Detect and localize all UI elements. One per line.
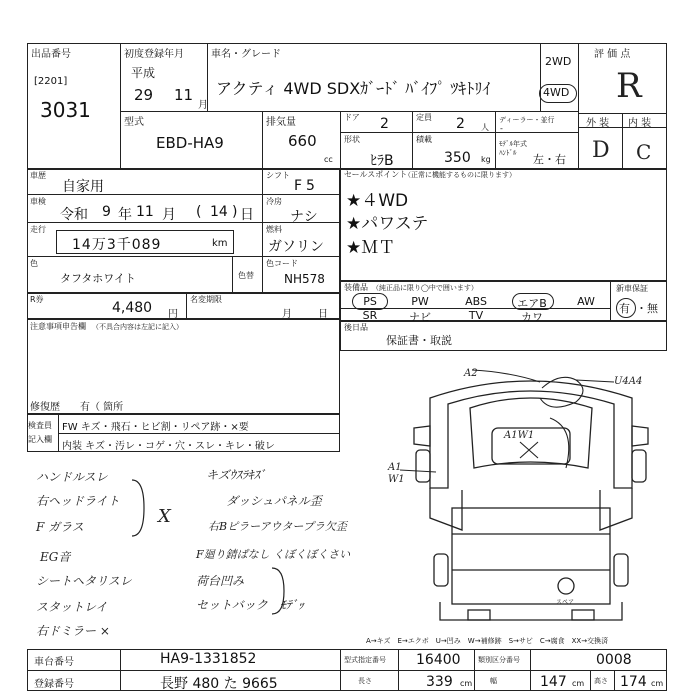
shape-label: 形状 bbox=[344, 135, 360, 144]
color-label: 色 bbox=[30, 259, 38, 268]
fuel-value: ガソリン bbox=[268, 239, 324, 255]
sales-item-2: ★パワステ bbox=[346, 214, 429, 234]
length-label: 長さ bbox=[358, 677, 372, 685]
usage-label: 車歴 bbox=[30, 171, 46, 180]
recycle-frame bbox=[27, 293, 340, 319]
score-value: R bbox=[616, 66, 642, 106]
shift-label: シフト bbox=[266, 171, 290, 180]
diagram-label-u4a4: U4A4 bbox=[614, 376, 643, 387]
height-label: 高さ bbox=[594, 677, 608, 685]
divider bbox=[262, 169, 263, 293]
mileage-label: 走行 bbox=[30, 225, 46, 234]
renew-label: 名変期限 bbox=[190, 295, 222, 304]
color-change-label: 色替 bbox=[238, 271, 254, 280]
divider bbox=[495, 111, 496, 169]
width-label: 幅 bbox=[490, 677, 497, 685]
sales-label: セールスポイント bbox=[344, 170, 408, 179]
inspection-year: 9 bbox=[102, 204, 111, 220]
inspector-row-2: 内装 キズ・汚レ・コゲ・穴・スレ・キレ・破レ bbox=[62, 441, 275, 452]
renew-month-unit: 月 bbox=[282, 309, 292, 320]
diagram-label-w1: W1 bbox=[388, 474, 405, 485]
equipment-note: （純正品に限り◯中で囲います） bbox=[372, 284, 478, 292]
era: 平成 bbox=[131, 66, 156, 80]
door-label: ドア bbox=[344, 113, 360, 122]
sales-note: （正常に機能するものに限ります） bbox=[404, 171, 516, 179]
recycle-label: R券 bbox=[30, 295, 44, 304]
doors: 2 bbox=[380, 116, 389, 132]
hand-note: F廻り錆ぱなし くぼくぼくさい bbox=[196, 548, 351, 561]
renew-day-unit: 日 bbox=[318, 309, 328, 320]
handle-label: ﾓﾃﾞﾙ年式 ﾊﾝﾄﾞﾙ bbox=[499, 140, 527, 157]
first-reg-label: 初度登録年月 bbox=[124, 49, 184, 60]
load-label: 積載 bbox=[416, 135, 432, 144]
color-code: NH578 bbox=[284, 272, 325, 286]
divider bbox=[398, 649, 399, 691]
hand-note: スタットレイ bbox=[36, 600, 108, 614]
divider bbox=[540, 43, 541, 111]
divider bbox=[120, 649, 121, 691]
accessories-value: 保証書・取説 bbox=[386, 334, 452, 347]
displacement-label: 排気量 bbox=[266, 117, 296, 128]
equip-sr: SR bbox=[362, 309, 378, 322]
divider bbox=[530, 649, 531, 691]
equip-airbag-circle bbox=[512, 293, 554, 310]
type-cert-label: 型式指定番号 bbox=[344, 656, 386, 664]
warranty-none: ・無 bbox=[636, 302, 658, 315]
load: 350 bbox=[444, 150, 471, 166]
new-warranty-label: 新車保証 bbox=[616, 284, 648, 293]
hand-x-mark: X bbox=[158, 506, 171, 527]
equip-ps: PS bbox=[363, 295, 377, 308]
divider bbox=[614, 670, 615, 691]
lot-label: 出品番号 bbox=[31, 49, 71, 60]
color-value: タフタホワイト bbox=[60, 272, 136, 285]
hand-bracket bbox=[270, 566, 290, 616]
divider bbox=[340, 111, 341, 169]
notes-note: （不具合内容は左記に記入） bbox=[92, 323, 183, 331]
repair-label: 修復歴 bbox=[30, 402, 60, 413]
divider bbox=[412, 111, 413, 169]
interior-label: 内 装 bbox=[628, 118, 652, 129]
width-value: 147 bbox=[540, 674, 567, 690]
notes-frame bbox=[27, 319, 340, 414]
sales-item-3: ★ＭＴ bbox=[346, 238, 396, 258]
divider bbox=[27, 256, 340, 257]
equip-aw: AW bbox=[577, 295, 595, 308]
hand-note: ハンドルスレ bbox=[36, 470, 108, 484]
dealer-label: ディーラー・並行 bbox=[499, 116, 555, 124]
class-label: 類別区分番号 bbox=[478, 656, 520, 664]
drive-4wd: 4WD bbox=[543, 86, 570, 99]
car-name-label: 車名・グレード bbox=[211, 49, 281, 60]
hand-note: EG音 bbox=[40, 550, 71, 564]
diagram-label-a2: A2 bbox=[464, 368, 478, 379]
divider bbox=[590, 670, 591, 691]
hand-bracket bbox=[130, 478, 150, 538]
score-label: 評 価 点 bbox=[594, 49, 631, 60]
inspection-day: 14 bbox=[210, 204, 228, 220]
width-unit: cm bbox=[572, 679, 585, 688]
hand-note: F ガラス bbox=[36, 520, 84, 534]
plate-value: 長野 480 た 9665 bbox=[160, 676, 278, 692]
divider bbox=[340, 649, 341, 691]
shift-value: F5 bbox=[294, 178, 319, 194]
length-value: 339 bbox=[426, 674, 453, 690]
divider bbox=[262, 111, 263, 169]
divider bbox=[120, 43, 121, 169]
equip-abs: ABS bbox=[465, 295, 487, 308]
class-value: 0008 bbox=[596, 652, 632, 668]
equip-airbag: エアB bbox=[517, 297, 547, 310]
load-unit: kg bbox=[481, 155, 491, 164]
inspection-month: 11 bbox=[136, 204, 154, 220]
equip-tv: TV bbox=[468, 309, 484, 322]
hand-note: ダッシュパネル歪 bbox=[226, 494, 322, 508]
displacement-unit: cc bbox=[324, 155, 333, 164]
inspector-label-2: 記入欄 bbox=[28, 435, 52, 444]
model-label: 型式 bbox=[124, 117, 144, 128]
car-name: アクティ 4WD SDXｶﾞｰﾄﾞ ﾊﾞｲﾌﾟ ﾂｷﾄﾘｲ bbox=[216, 79, 491, 98]
inspection-month-unit: 月 bbox=[162, 207, 176, 223]
divider bbox=[340, 132, 578, 133]
lot-number: 3031 bbox=[40, 98, 91, 122]
hand-note: セットバック ﾓﾃﾞｯ bbox=[196, 598, 304, 612]
spare-label: スペア bbox=[556, 599, 575, 606]
capacity: 2 bbox=[456, 116, 465, 132]
fuel-label: 燃料 bbox=[266, 225, 282, 234]
equip-pw: PW bbox=[411, 295, 429, 308]
divider bbox=[27, 670, 667, 671]
height-value: 174 bbox=[620, 674, 647, 690]
damage-legend: A→キズ E→エクボ U→凹み W→補修跡 S→サビ C→腐食 XX→交換済 bbox=[366, 637, 609, 645]
height-unit: cm bbox=[651, 679, 664, 688]
capacity-label: 定員 bbox=[416, 113, 432, 122]
model: EBD-HA9 bbox=[156, 134, 224, 152]
accessories-label: 後日品 bbox=[344, 323, 368, 332]
diagram-label-a1: A1 bbox=[388, 462, 402, 473]
diagram-label-a1w1: A1W1 bbox=[504, 430, 535, 441]
type-cert-value: 16400 bbox=[416, 652, 461, 668]
inspection-paren-open: ( bbox=[196, 204, 202, 220]
recycle-unit: 円 bbox=[168, 309, 178, 320]
interior-grade: C bbox=[636, 140, 652, 164]
hand-note: 右Bピラーアウタープラ欠歪 bbox=[208, 520, 347, 533]
plate-label: 登録番号 bbox=[34, 679, 74, 690]
hand-note: シートヘタリスレ bbox=[36, 574, 132, 588]
dealer-mark: - bbox=[500, 124, 503, 133]
notes-label: 注意事項申告欄 bbox=[30, 322, 86, 331]
hand-note: 右ヘッドライト bbox=[36, 494, 120, 508]
divider bbox=[232, 256, 233, 293]
exterior-grade: D bbox=[592, 138, 610, 163]
inspection-label: 車検 bbox=[30, 197, 46, 206]
reg-month: 11 bbox=[174, 86, 194, 104]
car-diagram bbox=[388, 358, 660, 628]
equip-ps-circle bbox=[352, 293, 388, 310]
recycle-value: 4,480 bbox=[112, 300, 153, 316]
inspection-day-unit: 日 bbox=[240, 207, 254, 223]
divider bbox=[622, 113, 623, 169]
capacity-unit: 人 bbox=[481, 123, 489, 132]
lot-code: [2201] bbox=[34, 76, 68, 87]
color-code-label: 色コード bbox=[266, 259, 298, 268]
inspection-year-unit: 年 bbox=[118, 207, 132, 223]
length-unit: cm bbox=[460, 679, 473, 688]
equipment-label: 装備品 bbox=[344, 283, 368, 292]
month-unit: 月 bbox=[198, 100, 208, 111]
drive-2wd: 2WD bbox=[545, 55, 572, 68]
hand-note: 右ドミラー × bbox=[36, 624, 110, 638]
chassis-value: HA9-1331852 bbox=[160, 651, 257, 667]
reg-year: 29 bbox=[134, 86, 154, 104]
aircon-value: ナシ bbox=[290, 209, 318, 225]
divider bbox=[58, 433, 340, 434]
divider bbox=[578, 43, 579, 169]
hand-note: キズｳｽﾗｷｽﾞ bbox=[206, 468, 266, 482]
aircon-label: 冷房 bbox=[266, 197, 282, 206]
equip-navi: ナビ bbox=[409, 311, 431, 324]
warranty-has: 有 bbox=[619, 302, 630, 315]
mileage-value: 14万3千089 bbox=[72, 237, 162, 253]
shape: ﾋﾗB bbox=[370, 153, 394, 169]
inspection-era: 令和 bbox=[60, 207, 88, 223]
displacement: 660 bbox=[288, 132, 317, 150]
handle-value: 左・右 bbox=[533, 153, 566, 166]
inspector-label-1: 検査員 bbox=[28, 421, 52, 430]
inspector-row-1: FW キズ・飛石・ヒビ割・リペア跡・×要 bbox=[62, 422, 249, 433]
equip-leather: カワ bbox=[521, 311, 543, 324]
divider bbox=[474, 649, 475, 691]
repair-value: 有（ 箇所 bbox=[80, 402, 124, 413]
mileage-unit: km bbox=[212, 238, 228, 249]
divider bbox=[186, 293, 187, 319]
chassis-label: 車台番号 bbox=[34, 657, 74, 668]
usage-value: 自家用 bbox=[62, 179, 104, 195]
exterior-label: 外 装 bbox=[586, 118, 610, 129]
inspection-paren-close: ) bbox=[232, 204, 238, 220]
hand-note: 荷台凹み bbox=[196, 574, 245, 588]
sales-item-1: ★４WD bbox=[346, 191, 409, 211]
